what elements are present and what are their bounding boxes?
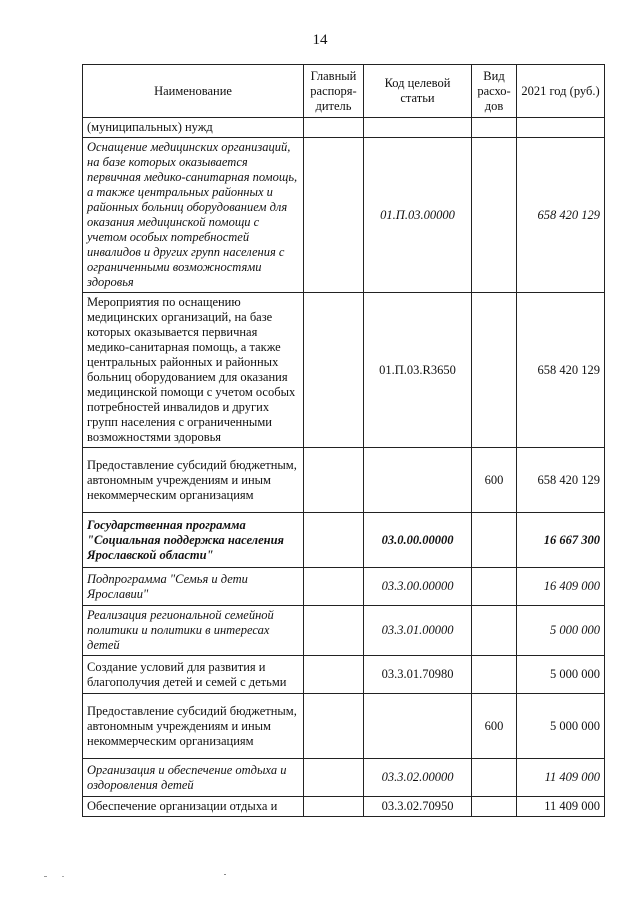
header-glav: Главный распоря-дитель <box>304 65 364 118</box>
row-code-cell: 03.3.01.00000 <box>364 606 472 656</box>
header-code: Код целевой статьи <box>364 65 472 118</box>
table-row <box>83 759 605 797</box>
row-name-cell: Предоставление субсидий бюджетным, автономным учреждениям и иным некоммерческим организациям <box>83 448 304 513</box>
row-vid-cell <box>472 568 517 606</box>
row-vid-cell <box>472 759 517 797</box>
row-amount-cell: 16 667 300 <box>517 513 605 568</box>
row-amount-cell: 658 420 129 <box>517 138 605 293</box>
row-vid-cell: 600 <box>472 448 517 513</box>
row-glav-cell <box>304 797 364 817</box>
row-glav-cell <box>304 513 364 568</box>
row-code-cell: 01.П.03.00000 <box>364 138 472 293</box>
row-glav-cell <box>304 568 364 606</box>
scan-specks <box>0 870 640 882</box>
row-name-cell: (муниципальных) нужд <box>83 118 304 138</box>
row-code-cell: 03.0.00.00000 <box>364 513 472 568</box>
row-glav-cell <box>304 448 364 513</box>
page-number: 14 <box>312 32 328 48</box>
row-glav-cell <box>304 759 364 797</box>
row-name-cell: Организация и обеспечение отдыха и оздоровления детей <box>83 759 304 797</box>
table-row <box>83 513 605 568</box>
row-amount-cell: 5 000 000 <box>517 606 605 656</box>
table-row <box>83 568 605 606</box>
row-vid-cell <box>472 138 517 293</box>
row-code-cell <box>364 448 472 513</box>
row-vid-cell <box>472 118 517 138</box>
header-amount: 2021 год (руб.) <box>517 65 605 118</box>
row-name-cell: Мероприятия по оснащению медицинских организаций, на базе которых оказывается первичная медико-санитарная помощь, а также центральных районных и районных больниц оборудованием для оказания медицинской помощи с учетом особых потребностей инвалидов и других групп населения с ограниченными возможностями здоровья <box>83 293 304 448</box>
row-amount-cell: 11 409 000 <box>517 759 605 797</box>
row-vid-cell <box>472 656 517 694</box>
table-header-row <box>83 65 605 118</box>
row-glav-cell <box>304 656 364 694</box>
row-amount-cell: 658 420 129 <box>517 293 605 448</box>
header-name: Наименование <box>83 65 304 118</box>
row-glav-cell <box>304 293 364 448</box>
row-amount-cell: 5 000 000 <box>517 694 605 759</box>
row-name-cell: Государственная программа "Социальная поддержка населения Ярославской области" <box>83 513 304 568</box>
row-code-cell <box>364 118 472 138</box>
row-glav-cell <box>304 606 364 656</box>
table-body <box>83 118 605 817</box>
row-amount-cell: 5 000 000 <box>517 656 605 694</box>
row-vid-cell: 600 <box>472 694 517 759</box>
table-row <box>83 448 605 513</box>
row-name-cell: Подпрограмма "Семья и дети Ярославии" <box>83 568 304 606</box>
row-name-cell: Создание условий для развития и благополучия детей и семей с детьми <box>83 656 304 694</box>
row-glav-cell <box>304 138 364 293</box>
row-name-cell: Обеспечение организации отдыха и <box>83 797 304 817</box>
row-name-cell: Реализация региональной семейной политики и политики в интересах детей <box>83 606 304 656</box>
table-row <box>83 138 605 293</box>
row-vid-cell <box>472 293 517 448</box>
budget-table <box>82 64 605 817</box>
row-name-cell: Оснащение медицинских организаций, на базе которых оказывается первичная медико-санитарная помощь, а также центральных районных и районных больниц оборудованием для оказания медицинской помощи с учетом особых потребностей инвалидов и других групп населения с ограниченными возможностями здоровья <box>83 138 304 293</box>
row-code-cell: 03.3.02.00000 <box>364 759 472 797</box>
row-amount-cell <box>517 118 605 138</box>
row-amount-cell: 16 409 000 <box>517 568 605 606</box>
table-row <box>83 606 605 656</box>
row-vid-cell <box>472 513 517 568</box>
row-code-cell: 03.3.02.70950 <box>364 797 472 817</box>
table-row <box>83 656 605 694</box>
row-code-cell <box>364 694 472 759</box>
row-amount-cell: 11 409 000 <box>517 797 605 817</box>
header-vid: Вид расхо-дов <box>472 65 517 118</box>
row-code-cell: 03.3.01.70980 <box>364 656 472 694</box>
table-row <box>83 797 605 817</box>
table-row <box>83 694 605 759</box>
row-name-cell: Предоставление субсидий бюджетным, автономным учреждениям и иным некоммерческим организациям <box>83 694 304 759</box>
row-code-cell: 01.П.03.R3650 <box>364 293 472 448</box>
row-vid-cell <box>472 797 517 817</box>
table-row <box>83 293 605 448</box>
row-glav-cell <box>304 694 364 759</box>
table-row <box>83 118 605 138</box>
row-amount-cell: 658 420 129 <box>517 448 605 513</box>
row-code-cell: 03.3.00.00000 <box>364 568 472 606</box>
row-glav-cell <box>304 118 364 138</box>
row-vid-cell <box>472 606 517 656</box>
